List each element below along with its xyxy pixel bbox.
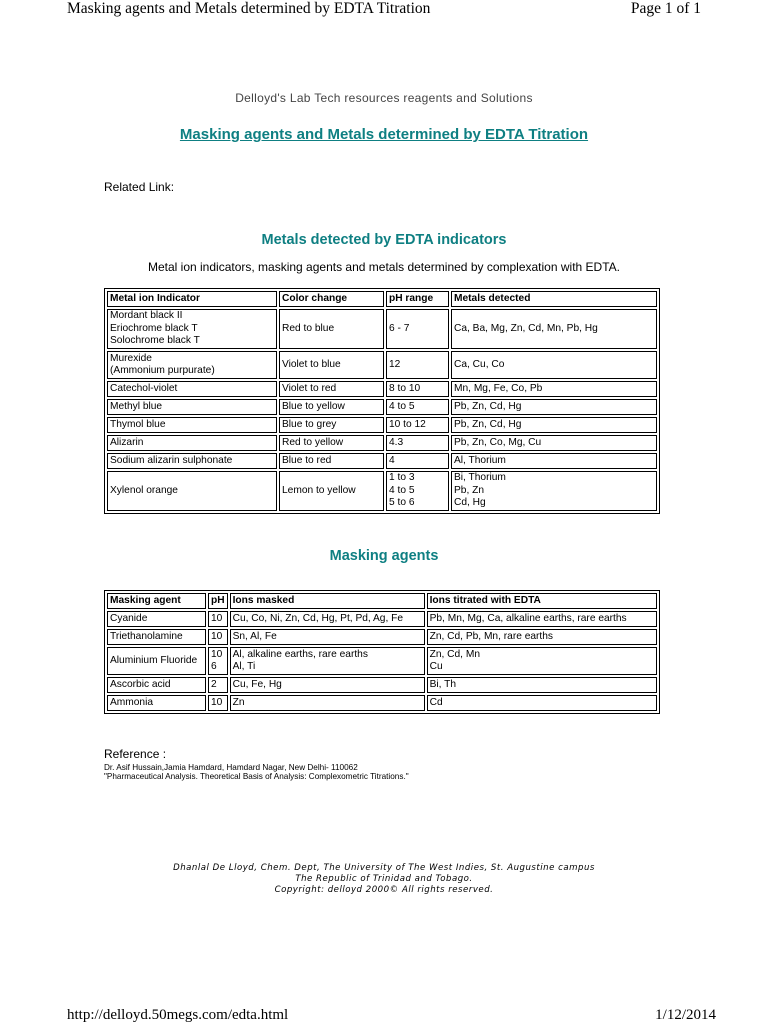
table-cell [107, 435, 277, 451]
reference-heading: Reference : [104, 747, 167, 761]
cell-line: Sn, Al, Fe [232, 630, 277, 642]
table-cell [386, 471, 449, 511]
related-link-label: Related Link: [104, 180, 175, 194]
table-row [107, 417, 657, 433]
cell-line: Ca, Cu, Co [454, 358, 505, 370]
table-row [107, 309, 657, 349]
table-cell [427, 611, 657, 627]
cell-line: Sodium alizarin sulphonate [110, 454, 233, 466]
cell-line: Zn, Cd, Mn [429, 648, 480, 660]
table-cell [107, 471, 277, 511]
table-cell [279, 381, 384, 397]
table-cell [386, 399, 449, 415]
table-cell [230, 647, 425, 675]
column-header: Ions titrated with EDTA [427, 593, 657, 609]
table-cell [107, 381, 277, 397]
cell-line: Zn [232, 696, 245, 708]
table-cell [279, 399, 384, 415]
cell-line: Pb, Mn, Mg, Ca, alkaline earths, rare earths [429, 612, 627, 624]
indicators-heading: Metals detected by EDTA indicators [261, 232, 507, 248]
column-header: Color change [279, 291, 384, 307]
table-cell [107, 677, 206, 693]
cell-line: Cd, Hg [454, 497, 486, 509]
table-cell [208, 611, 228, 627]
indicators-table [104, 288, 660, 514]
cell-line: Xylenol orange [110, 484, 178, 496]
table-row [107, 381, 657, 397]
cell-line: Red to blue [282, 322, 335, 334]
cell-line: 10 [211, 612, 223, 624]
table-cell [386, 309, 449, 349]
column-header: pH range [386, 291, 449, 307]
table-cell [386, 351, 449, 379]
cell-line: Ca, Ba, Mg, Zn, Cd, Mn, Pb, Hg [454, 322, 598, 334]
table-row [107, 351, 657, 379]
table-cell [107, 629, 206, 645]
page-title[interactable]: Masking agents and Metals determined by EDTA Titration [179, 126, 589, 143]
table-cell [107, 647, 206, 675]
table-cell [279, 453, 384, 469]
cell-line: Ascorbic acid [110, 678, 171, 690]
table-row [107, 611, 657, 627]
table-cell [208, 629, 228, 645]
table-row [107, 435, 657, 451]
print-header-title: Masking agents and Metals determined by EDTA Titration [67, 0, 431, 17]
table-cell [208, 677, 228, 693]
cell-line: Pb, Zn, Cd, Hg [454, 418, 522, 430]
cell-line: Eriochrome black T [110, 322, 198, 334]
table-row [107, 471, 657, 511]
cell-line: 12 [389, 358, 401, 370]
table-cell [279, 417, 384, 433]
reference-line: "Pharmaceutical Analysis. Theoretical Basis of Analysis: Complexometric Titrations." [104, 772, 409, 781]
cell-line: Al, alkaline earths, rare earths [232, 648, 368, 660]
table-cell [386, 381, 449, 397]
table-row [107, 399, 657, 415]
print-footer-date: 1/12/2014 [655, 1007, 716, 1023]
cell-line: Blue to yellow [282, 400, 345, 412]
table-cell [230, 695, 425, 711]
table-cell [451, 351, 657, 379]
cell-line: 6 - 7 [389, 322, 410, 334]
cell-line: Bi, Thorium [454, 472, 506, 484]
cell-line: Blue to grey [282, 418, 337, 430]
cell-line: Pb, Zn, Co, Mg, Cu [454, 436, 542, 448]
cell-line: Lemon to yellow [282, 484, 356, 496]
table-cell [208, 695, 228, 711]
cell-line: Triethanolamine [110, 630, 183, 642]
cell-line: Blue to red [282, 454, 332, 466]
cell-line: Cu [429, 661, 443, 672]
column-header: Masking agent [107, 593, 206, 609]
table-row [107, 695, 657, 711]
table-cell [107, 695, 206, 711]
table-row [107, 629, 657, 645]
cell-line: 10 to 12 [389, 418, 426, 430]
cell-line: 10 [211, 630, 223, 642]
table-cell [451, 435, 657, 451]
reference-line: Dr. Asif Hussain,Jamia Hamdard, Hamdard Nagar, New Delhi- 110062 [104, 763, 358, 772]
site-subtitle: Delloyd's Lab Tech resources reagents and Solutions [235, 91, 533, 105]
cell-line: 4 [389, 454, 395, 466]
table-cell [427, 647, 657, 675]
cell-line: (Ammonium purpurate) [110, 365, 215, 376]
cell-line: Thymol blue [110, 418, 166, 430]
table-row [107, 677, 657, 693]
table-cell [107, 309, 277, 349]
table-cell [386, 417, 449, 433]
cell-line: Violet to red [282, 382, 337, 394]
table-cell [279, 471, 384, 511]
print-header-page: Page 1 of 1 [630, 0, 701, 17]
credit-line: Dhanlal De Lloyd, Chem. Dept, The University of The West Indies, St. Augustine campus [173, 863, 595, 873]
masking-heading: Masking agents [329, 548, 439, 564]
cell-line: Violet to blue [282, 358, 341, 370]
cell-line: Pb, Zn [454, 484, 485, 496]
table-cell [451, 417, 657, 433]
table-cell [230, 629, 425, 645]
cell-line: 4.3 [389, 436, 404, 448]
table-cell [386, 435, 449, 451]
cell-line: Pb, Zn, Cd, Hg [454, 400, 522, 412]
cell-line: Zn, Cd, Pb, Mn, rare earths [429, 630, 554, 642]
table-cell [451, 309, 657, 349]
cell-line: Al, Ti [232, 661, 256, 672]
credit-line: Copyright: delloyd 2000© All rights reserved. [274, 885, 494, 895]
table-cell [107, 351, 277, 379]
table-cell [451, 399, 657, 415]
cell-line: Mn, Mg, Fe, Co, Pb [454, 382, 543, 394]
table-cell [386, 453, 449, 469]
table-row [107, 647, 657, 675]
indicators-intro: Metal ion indicators, masking agents and metals determined by complexation with EDTA. [147, 260, 620, 274]
column-header: Metal ion Indicator [107, 291, 277, 307]
table-cell [230, 677, 425, 693]
cell-line: Red to yellow [282, 436, 344, 448]
table-cell [107, 453, 277, 469]
cell-line: Ammonia [110, 696, 154, 708]
cell-line: 10 [211, 696, 223, 708]
cell-line: Cu, Fe, Hg [232, 678, 282, 690]
table-cell [427, 695, 657, 711]
column-header: Ions masked [230, 593, 425, 609]
table-cell [107, 611, 206, 627]
cell-line: Mordant black II [110, 310, 183, 322]
cell-line: Bi, Th [429, 678, 457, 690]
cell-line: 10 [211, 648, 223, 660]
cell-line: 5 to 6 [389, 497, 415, 509]
cell-line: Alizarin [110, 436, 144, 448]
table-cell [279, 435, 384, 451]
table-cell [107, 417, 277, 433]
cell-line: Methyl blue [110, 400, 163, 412]
cell-line: Cyanide [110, 612, 148, 624]
cell-line: Aluminium Fluoride [110, 654, 198, 666]
table-cell [427, 629, 657, 645]
table-cell [279, 309, 384, 349]
cell-line: Cd [429, 696, 443, 708]
cell-line: 4 to 5 [389, 484, 415, 496]
table-cell [451, 471, 657, 511]
cell-line: 1 to 3 [389, 472, 415, 484]
cell-line: 2 [211, 678, 217, 690]
column-header: pH [208, 593, 228, 609]
print-footer-url: http://delloyd.50megs.com/edta.html [67, 1007, 289, 1023]
table-cell [208, 647, 228, 675]
masking-table [104, 590, 660, 714]
cell-line: 4 to 5 [389, 400, 415, 412]
cell-line: Cu, Co, Ni, Zn, Cd, Hg, Pt, Pd, Ag, Fe [232, 612, 404, 624]
table-cell [451, 381, 657, 397]
column-header: Metals detected [451, 291, 657, 307]
table-header-row [107, 291, 657, 307]
cell-line: Solochrome black T [110, 335, 200, 347]
table-row [107, 453, 657, 469]
cell-line: Al, Thorium [454, 454, 506, 466]
cell-line: 6 [211, 661, 217, 672]
table-header-row [107, 593, 657, 609]
cell-line: Murexide [110, 352, 152, 364]
cell-line: Catechol-violet [110, 382, 178, 394]
table-cell [427, 677, 657, 693]
table-cell [451, 453, 657, 469]
cell-line: 8 to 10 [389, 382, 421, 394]
table-cell [107, 399, 277, 415]
table-cell [230, 611, 425, 627]
credit-line: The Republic of Trinidad and Tobago. [295, 874, 473, 884]
table-cell [279, 351, 384, 379]
